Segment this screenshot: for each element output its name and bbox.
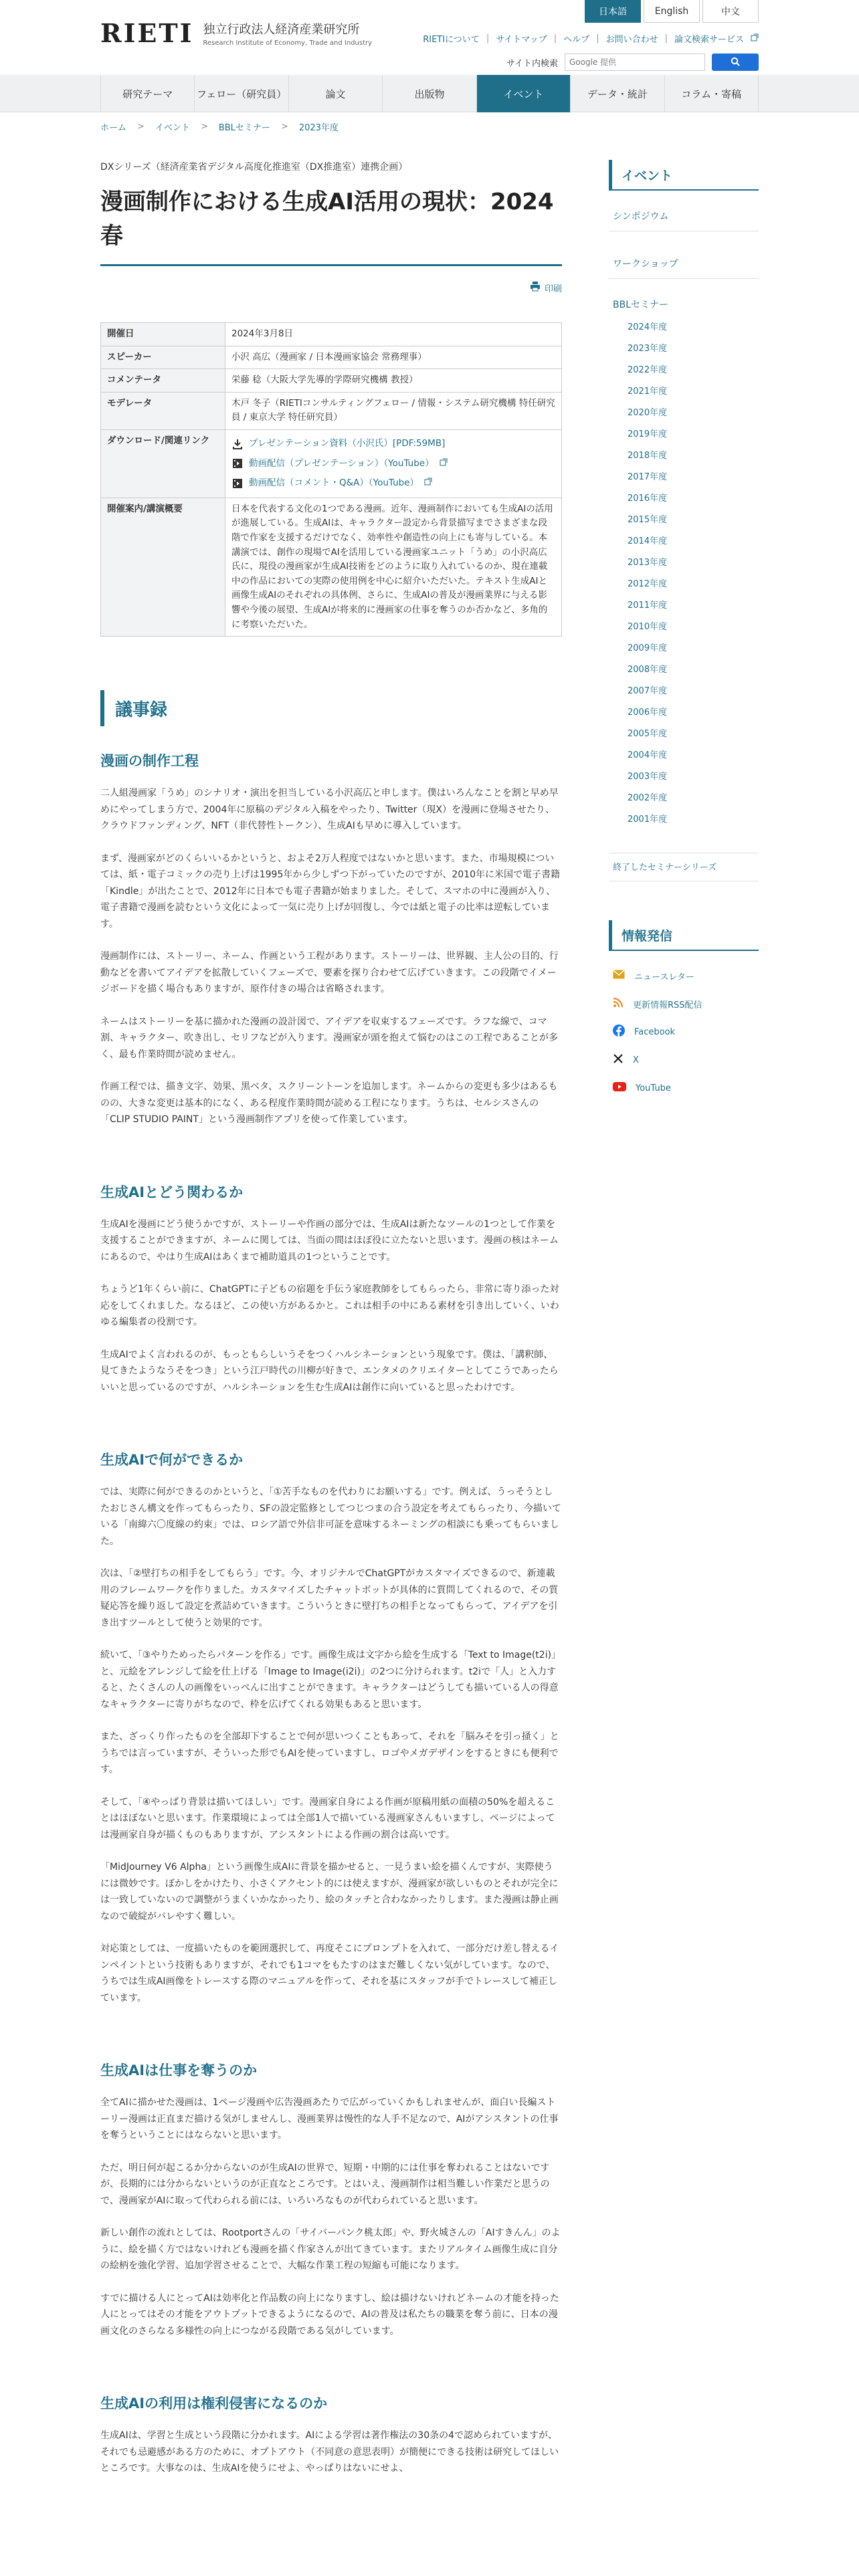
sidebar-year[interactable]: 2009年度 — [628, 643, 668, 653]
speaker-key: スピーカー — [101, 346, 225, 369]
download-key: ダウンロード/関連リンク — [101, 429, 225, 498]
sidebar-year[interactable]: 2016年度 — [628, 493, 668, 504]
info-heading: 情報発信 — [609, 920, 759, 951]
language-switcher — [585, 0, 759, 23]
paragraph: そして、「④やっぱり背景は描いてほしい」です。漫画家自身による作画が原稿用紙の面積の50%を超えることはほぼないと思います。作業環境によっては全部1人で描いている漫画家さんもいますし、ページによっては漫画家自身が描くものもありますが、アシスタントによる作画の割合は高いです。 — [100, 1796, 555, 1840]
video-qa-label: 動画配信（コメント・Q&A）（YouTube） — [249, 477, 419, 489]
social-label: 更新情報RSS配信 — [633, 1000, 702, 1010]
link-about[interactable]: RIETIについて — [423, 35, 480, 45]
sidebar-year[interactable]: 2021年度 — [628, 386, 668, 397]
nav-events[interactable]: イベント — [476, 75, 570, 112]
breadcrumb: ホーム > イベント > BBLセミナー > 2023年度 — [100, 122, 339, 133]
table-row — [101, 323, 562, 346]
pdf-download-link[interactable] — [231, 434, 555, 454]
breadcrumb-events[interactable]: イベント — [155, 123, 190, 133]
breadcrumb-fy2023[interactable]: 2023年度 — [298, 123, 339, 133]
search-icon — [731, 56, 740, 69]
facebook-icon — [613, 1025, 625, 1039]
sidebar-year[interactable]: 2017年度 — [628, 471, 668, 482]
records-heading: 議事録 — [100, 690, 562, 726]
breadcrumb-home[interactable]: ホーム — [100, 123, 127, 133]
article-kicker: DXシリーズ（経済産業省デジタル高度化推進室（DX推進室）連携企画） — [100, 162, 408, 173]
section-heading: 漫画の制作工程 — [100, 753, 199, 770]
link-help[interactable]: ヘルプ — [563, 35, 590, 45]
download-links — [225, 429, 562, 498]
paragraph: 全てAIに描かせた漫画は、1ページ漫画や広告漫画あたりで広がっていくかもしれませんが、面白い長編ストーリー漫画は正直まだ描ける気がしませんし、漫画業界は慢性的な人手不足なので、AIがアシスタントの仕事を奪うということにはならないと思います。 — [100, 2097, 559, 2141]
table-row — [101, 498, 562, 636]
rss-icon — [613, 997, 624, 1010]
table-row — [101, 392, 562, 429]
sidebar-year[interactable]: 2004年度 — [628, 750, 668, 760]
year-list — [609, 315, 759, 829]
nav-papers[interactable]: 論文 — [288, 75, 382, 112]
paragraph: 二人組漫画家「うめ」のシナリオ・演出を担当している小沢高広と申します。僕はいろんなことを割と早め早めにやってしまう方で、2004年に原稿のデジタル入稿をやったり、Twitter（現X）を漫画に登場させたり、クラウドファンディング、NFT（非代替性トークン）、生成AIも早めに導入しています。 — [100, 788, 559, 832]
logo-japanese: 独立行政法人経済産業研究所 — [203, 23, 360, 37]
sidebar-year[interactable]: 2018年度 — [628, 450, 668, 461]
download-icon — [231, 438, 244, 450]
paragraph: 新しい創作の流れとしては、Rootportさんの「サイバーパンク桃太郎」や、野火城さんの「AIすきんん」のように、絵を描く方ではないけれども漫画を描く作家さんが出てきています。またリアルタイム画像生成に自分の絵柄を強化学習、追加学習させることで、大幅な作業工程の短縮も可能になります。 — [100, 2228, 561, 2272]
utility-links: RIETIについて | サイトマップ | ヘルプ | お問い合わせ | 論文検索サービス — [423, 32, 759, 45]
main-content — [100, 160, 562, 2493]
sidebar-year[interactable]: 2024年度 — [628, 322, 668, 332]
nav-data-stats[interactable]: データ・統計 — [570, 75, 664, 112]
site-logo[interactable] — [100, 20, 372, 47]
paragraph: すでに描ける人にとってAIは効率化と作品数の向上になりますし、絵は描けないけれどネームの才能を持った人にとってはその才能をアウトプットできるようになるので、AIの普及は私たちの職業を奪う前に、日本の漫画文化のさらなる多様性の向上につながる段階である気がしています。 — [100, 2292, 559, 2337]
sidebar-item-symposium[interactable]: シンポジウム — [609, 203, 759, 231]
print-button[interactable] — [100, 281, 562, 294]
link-paper-search[interactable]: 論文検索サービス — [674, 35, 744, 45]
paragraph: ネームはストーリーを基に描かれた漫画の設計図で、アイデアを収束するフェーズです。ラフな線で、コマ割、キャラクター、吹き出し、セリフなどが入ります。漫画家が頭を抱えて悩むのはこの工程であることが多く、最も作業時間が読めません。 — [100, 1016, 559, 1060]
lang-english[interactable]: English — [644, 0, 700, 23]
social-label: X — [633, 1055, 639, 1065]
search-label: サイト内検索 — [506, 58, 558, 69]
lang-chinese[interactable]: 中文 — [702, 0, 759, 23]
search-input[interactable] — [565, 53, 705, 71]
link-contact[interactable]: お問い合わせ — [605, 35, 658, 45]
lang-japanese[interactable]: 日本語 — [585, 0, 641, 23]
site-search — [506, 53, 759, 71]
x-icon — [613, 1053, 624, 1067]
page-title: 漫画制作における生成AI活用の現状：2024春 — [100, 185, 562, 266]
summary-value: 日本を代表する文化の1つである漫画。近年、漫画制作においても生成AIの活用が進展している。生成AIは、キャラクター設定から背景描写までさまざまな段階で作家を支援するだけでなく、効率性や創造性の向上にも寄与している。本講演では、創作の現場でAIを活用している漫画家ユニット「うめ」の小沢高広氏に、現役の漫画家が生成AI技術をどのように取り入れているのか、現在連載中の作品においての実際の使用例を中心に紹介いただいた。テキスト生成AIと画像生成AIのそれぞれの具体例、さらに、生成AIの普及が漫画業界に与える影響や今後の展望、生成AIが将来的に漫画家の仕事を奪うのか否かなど、多角的に考察いただいた。 — [225, 498, 562, 636]
paragraph: 続いて、「③やりためったらパターンを作る」です。画像生成は文字から絵を生成する「Text to Image(t2i)」と、元絵をアレンジして絵を仕上げる「Image to Image(i2i)」の2つに分けられます。t2iで「人」と入力すると、たくさんの人の画像をいっぺんに出すことができます。キャラクターはどうしても描いている人の得意なキャラクターに寄りがちなので、枠を広げてくれる効果もあると思います。 — [100, 1650, 561, 1710]
paragraph: 作画工程では、描き文字、効果、黒ベタ、スクリーントーンを追加します。ネームからの変更も多少はあるものの、大きな変更は基本的になく、ある程度作業時間が読める工程になります。うちは、セルシスさんの「CLIP STUDIO PAINT」という漫画制作アプリを使って作業しています。 — [100, 1081, 558, 1125]
sidebar-year[interactable]: 2022年度 — [628, 364, 668, 375]
sidebar-year[interactable]: 2005年度 — [628, 728, 668, 739]
social-rss[interactable] — [609, 990, 759, 1018]
paragraph: 生成AIは、学習と生成という段階に分かれます。AIによる学習は著作権法の30条の4で認められていますが、それでも忌避感がある方のために、オプトアウト（不同意の意思表明）が簡便にできる技術は研究してほしいところです。大事なのは、生成AIを使うにせよ、やっぱりはないにせよ、 — [100, 2430, 559, 2474]
site-header — [0, 0, 859, 75]
sidebar-year[interactable]: 2013年度 — [628, 557, 668, 568]
paragraph: 対応策としては、一度描いたものを範囲選択して、再度そこにプロンプトを入れて、一部分だけ差し替えるインペイントという技術もありますが、それでも1コマをもたすのはまだ難しくない気がしています。なので、うちでは生成AI画像をトレースする際のマニュアルを作って、それを基にスタッフが手でトレースして補正しています。 — [100, 1943, 559, 2004]
paragraph: では、実際に何ができるのかというと、「①苦手なものを代わりにお願いする」です。例えば、うっそうとしたおじさん構文を作ってもらったり、SFの設定監修としてつじつまの合う設定を考えてもらったり、今描いている「南緯六〇度線の約束」では、ロシア語で外信非可証を意味するネーミングの相談にも乗ってもらいました。 — [100, 1487, 561, 1547]
external-link-icon — [424, 476, 432, 491]
mail-icon — [613, 970, 625, 982]
section-heading: 生成AIで何ができるか — [100, 1452, 244, 1469]
table-row — [101, 429, 562, 498]
section-heading: 生成AIとどう関わるか — [100, 1184, 244, 1200]
sidebar — [609, 160, 759, 2493]
paragraph: 生成AIを漫画にどう使うかですが、ストーリーや作画の部分では、生成AIは新たなツールの1つとして作業を支援することができますが、ネームに関しては、当面の間はほぼ役に立たないと思います。漫画の核はネームにあるので、やはり生成AIはあくまで補助道具の1つということです。 — [100, 1218, 559, 1263]
date-key: 開催日 — [101, 323, 225, 346]
table-row — [101, 369, 562, 393]
sidebar-year[interactable]: 2012年度 — [628, 578, 668, 589]
video-presentation-label: 動画配信（プレゼンテーション）（YouTube） — [249, 457, 434, 469]
sidebar-year[interactable]: 2003年度 — [628, 771, 668, 782]
commentator-value: 栄藤 稔（大阪大学先導的学際研究機構 教授） — [225, 369, 562, 393]
sidebar-item-ended-series[interactable]: 終了したセミナーシリーズ — [609, 853, 759, 881]
social-label: Facebook — [634, 1027, 676, 1037]
sidebar-year[interactable]: 2011年度 — [628, 600, 668, 611]
social-label: ニュースレター — [634, 972, 694, 982]
sidebar-heading: イベント — [609, 160, 759, 191]
sidebar-year[interactable]: 2019年度 — [628, 429, 668, 439]
nav-fellows[interactable]: フェロー（研究員） — [194, 75, 288, 112]
social-x[interactable] — [609, 1046, 759, 1074]
external-link-icon — [440, 457, 448, 471]
video-icon — [231, 477, 244, 490]
sidebar-year[interactable]: 2020年度 — [628, 407, 668, 418]
print-label: 印刷 — [544, 284, 562, 294]
nav-research-themes[interactable]: 研究テーマ — [100, 75, 194, 112]
paragraph: 漫画制作には、ストーリー、ネーム、作画という工程があります。ストーリーは、世界観、主人公の目的、行動などを書いてアイデアを拡散していくフェーズで、要素を探り合わせて広げていきます。この段階でイメージボードを描く場合もありますが、原作付きの場合は省略されます。 — [100, 951, 559, 995]
sidebar-year[interactable]: 2006年度 — [628, 707, 668, 718]
paragraph: ただ、明日何が起こるか分からないのが生成AIの世界で、短期・中期的には仕事を奪われることはないですが、長期的には分からないというのが正直なところです。とはいえ、漫画制作は相当難しい作業だと思うので、漫画家がAIに取って代わられる前には、いろいろなものが代わられていると思います。 — [100, 2162, 550, 2206]
paragraph: 次は、「②壁打ちの相手をしてもらう」です。今、オリジナルでChatGPTがカスタマイズできるので、新連載用のフレームワークを作りました。カスタマイズしたチャットボットが具体的に質問してくれるので、その質疑応答を繰り返して設定を煮詰めていきます。こういうときに壁打ちの相手となってもらって、アイデアを引き出すツールとして使うと効果的です。 — [100, 1568, 559, 1628]
sidebar-year[interactable]: 2007年度 — [628, 685, 668, 696]
paragraph: ちょうど1年くらい前に、ChatGPTに子どもの宿題を手伝う家庭教師をしてもらったら、非常に寄り添った対応をしてくれました。なるほど、この使い方があるかと。これは相手の中にある素材を引き出していく、いわゆる編集者の役割です。 — [100, 1284, 559, 1328]
logo-text — [203, 20, 372, 47]
sidebar-year[interactable]: 2023年度 — [628, 343, 668, 354]
summary-key: 開催案内/講演概要 — [101, 498, 225, 636]
printer-icon — [530, 281, 541, 294]
youtube-icon — [613, 1082, 626, 1094]
link-sitemap[interactable]: サイトマップ — [496, 35, 547, 45]
speaker-value: 小沢 高広（漫画家 / 日本漫画家協会 常務理事） — [225, 346, 562, 369]
social-newsletter[interactable] — [609, 962, 759, 990]
sidebar-year[interactable]: 2008年度 — [628, 664, 668, 675]
paragraph: 生成AIでよく言われるのが、もっともらしいうそをつくハルシネーションという現象です。僕は、「講釈師、見てきたようなうそをつき」という江戸時代の川柳が好きで、エンタメのクリエイターとしてこうであったらいいと思っているのですが、ハルシネーションを生む生成AIは創作に向いていると思ったわけです。 — [100, 1349, 559, 1393]
paragraph: また、ざっくり作ったものを全部却下することで何が思いつくこともあって、それを「脳みそを引っ掻く」とうちでは言っていますが、そういった形でもAIを使っていますし、ロゴやメガデザインをするときにも便利です。 — [100, 1731, 559, 1776]
section-heading: 生成AIの利用は権利侵害になるのか — [100, 2395, 328, 2412]
sidebar-item-bbl[interactable]: BBLセミナー — [613, 300, 669, 310]
sidebar-year[interactable]: 2002年度 — [628, 792, 668, 803]
global-nav — [0, 75, 859, 112]
sidebar-year[interactable]: 2015年度 — [628, 514, 668, 525]
section-heading: 生成AIは仕事を奪うのか — [100, 2062, 258, 2079]
video-presentation-link[interactable] — [231, 454, 555, 474]
social-label: YouTube — [636, 1083, 671, 1093]
paragraph: まず、漫画家がどのくらいいるかというと、およそ2万人程度ではないかと思います。また、市場規模については、紙・電子コミックの売り上げは1995年から少しずつ下がっていたのですが、2010年に米国で電子書籍「Kindle」が出たことで、2012年に日本でも電子書籍が始まりました。そして、スマホの中に漫画が入り、電子書籍で漫画を読むという文化によって一気に売り上げが回復し、今では紙と電子の比率は逆転しています。 — [100, 853, 560, 930]
video-icon — [231, 457, 244, 469]
logo-mark: RIETI — [100, 18, 194, 48]
commentator-key: コメンテータ — [101, 369, 225, 393]
logo-english: Research Institute of Economy, Trade and Industry — [203, 39, 373, 47]
event-info-table — [100, 322, 562, 637]
date-value: 2024年3月8日 — [225, 323, 562, 346]
sidebar-year[interactable]: 2014年度 — [628, 536, 668, 546]
paragraph: 「MidJourney V6 Alpha」という画像生成AIに背景を描かせると、一見うまい絵を描くんですが、実際使うには微妙です。ぼかしをかけたり、小さくアクセント的には使えますが、漫画家が欲しいものとそれが完全には一致していないので調整がうまくいかなかったり、絵のタッチと合わなかったりします。また漫画は静止画なので破綻がバレやすく難しい。 — [100, 1862, 559, 1922]
moderator-value: 木戸 冬子（RIETIコンサルティングフェロー / 情報・システム研究機構 特任研究員 / 東京大学 特任研究員） — [225, 392, 562, 429]
nav-columns[interactable]: コラム・寄稿 — [664, 75, 759, 112]
pdf-link-label: プレゼンテーション資料（小沢氏）[PDF:59MB] — [249, 437, 446, 449]
sidebar-year[interactable]: 2010年度 — [628, 621, 668, 632]
social-list — [609, 962, 759, 1102]
social-facebook[interactable] — [609, 1018, 759, 1046]
sidebar-item-workshop[interactable]: ワークショップ — [609, 250, 759, 279]
external-link-icon — [751, 33, 759, 44]
moderator-key: モデレータ — [101, 392, 225, 429]
nav-publications[interactable]: 出版物 — [382, 75, 476, 112]
social-youtube[interactable] — [609, 1074, 759, 1102]
table-row — [101, 346, 562, 369]
sidebar-year[interactable]: 2001年度 — [628, 814, 668, 825]
search-button[interactable] — [712, 53, 759, 71]
video-qa-link[interactable] — [231, 473, 555, 494]
breadcrumb-bbl[interactable]: BBLセミナー — [218, 123, 270, 133]
